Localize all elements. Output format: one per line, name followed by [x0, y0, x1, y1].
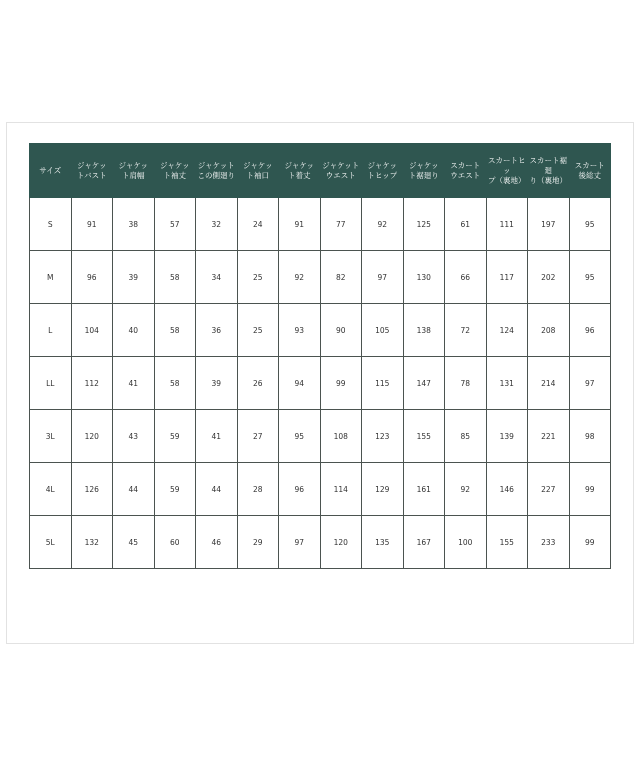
measurement-cell: 97 [279, 516, 321, 569]
column-header: サイズ [30, 144, 72, 198]
measurement-cell: 97 [362, 251, 404, 304]
measurement-cell: 77 [320, 198, 362, 251]
measurement-cell: 227 [528, 463, 570, 516]
measurement-cell: 60 [154, 516, 196, 569]
measurement-cell: 115 [362, 357, 404, 410]
measurement-cell: 131 [486, 357, 528, 410]
size-label-cell: L [30, 304, 72, 357]
measurement-cell: 146 [486, 463, 528, 516]
measurement-cell: 120 [71, 410, 113, 463]
measurement-cell: 90 [320, 304, 362, 357]
measurement-cell: 132 [71, 516, 113, 569]
measurement-cell: 104 [71, 304, 113, 357]
column-header: ジャケッ ト肩幅 [113, 144, 155, 198]
table-row [30, 357, 611, 410]
measurement-cell: 93 [279, 304, 321, 357]
measurement-cell: 125 [403, 198, 445, 251]
measurement-cell: 45 [113, 516, 155, 569]
measurement-cell: 94 [279, 357, 321, 410]
measurement-cell: 108 [320, 410, 362, 463]
measurement-cell: 114 [320, 463, 362, 516]
measurement-cell: 92 [279, 251, 321, 304]
column-header: ジャケッ ト着丈 [279, 144, 321, 198]
size-chart-table [29, 143, 611, 569]
measurement-cell: 59 [154, 410, 196, 463]
measurement-cell: 29 [237, 516, 279, 569]
measurement-cell: 58 [154, 251, 196, 304]
column-header: ジャケッ ト袖口 [237, 144, 279, 198]
measurement-cell: 25 [237, 304, 279, 357]
measurement-cell: 25 [237, 251, 279, 304]
size-label-cell: 5L [30, 516, 72, 569]
table-row [30, 198, 611, 251]
table-row [30, 516, 611, 569]
measurement-cell: 39 [113, 251, 155, 304]
measurement-cell: 99 [569, 516, 611, 569]
measurement-cell: 111 [486, 198, 528, 251]
measurement-cell: 117 [486, 251, 528, 304]
measurement-cell: 91 [71, 198, 113, 251]
table-row [30, 410, 611, 463]
column-header: ジャケッ トバスト [71, 144, 113, 198]
size-label-cell: S [30, 198, 72, 251]
size-label-cell: M [30, 251, 72, 304]
measurement-cell: 135 [362, 516, 404, 569]
column-header: ジャケッ ト袖丈 [154, 144, 196, 198]
measurement-cell: 58 [154, 304, 196, 357]
measurement-cell: 36 [196, 304, 238, 357]
measurement-cell: 96 [71, 251, 113, 304]
column-header: スカート 後総丈 [569, 144, 611, 198]
measurement-cell: 92 [362, 198, 404, 251]
measurement-cell: 167 [403, 516, 445, 569]
measurement-cell: 139 [486, 410, 528, 463]
column-header: ジャケット ウエスト [320, 144, 362, 198]
measurement-cell: 34 [196, 251, 238, 304]
measurement-cell: 95 [569, 198, 611, 251]
measurement-cell: 38 [113, 198, 155, 251]
size-chart-body [30, 198, 611, 569]
measurement-cell: 78 [445, 357, 487, 410]
size-chart-header [30, 144, 611, 198]
measurement-cell: 208 [528, 304, 570, 357]
measurement-cell: 155 [403, 410, 445, 463]
measurement-cell: 24 [237, 198, 279, 251]
measurement-cell: 43 [113, 410, 155, 463]
measurement-cell: 105 [362, 304, 404, 357]
measurement-cell: 214 [528, 357, 570, 410]
measurement-cell: 221 [528, 410, 570, 463]
measurement-cell: 95 [569, 251, 611, 304]
measurement-cell: 95 [279, 410, 321, 463]
column-header: ジャケッ トヒップ [362, 144, 404, 198]
measurement-cell: 100 [445, 516, 487, 569]
measurement-cell: 82 [320, 251, 362, 304]
measurement-cell: 120 [320, 516, 362, 569]
measurement-cell: 32 [196, 198, 238, 251]
measurement-cell: 96 [279, 463, 321, 516]
measurement-cell: 202 [528, 251, 570, 304]
header-row [30, 144, 611, 198]
measurement-cell: 99 [320, 357, 362, 410]
measurement-cell: 61 [445, 198, 487, 251]
measurement-cell: 57 [154, 198, 196, 251]
measurement-cell: 147 [403, 357, 445, 410]
measurement-cell: 44 [196, 463, 238, 516]
size-label-cell: 4L [30, 463, 72, 516]
table-row [30, 463, 611, 516]
measurement-cell: 98 [569, 410, 611, 463]
measurement-cell: 91 [279, 198, 321, 251]
measurement-cell: 129 [362, 463, 404, 516]
column-header: ジャケット この側廻り [196, 144, 238, 198]
measurement-cell: 85 [445, 410, 487, 463]
column-header: ジャケッ ト裾廻り [403, 144, 445, 198]
measurement-cell: 233 [528, 516, 570, 569]
measurement-cell: 27 [237, 410, 279, 463]
measurement-cell: 58 [154, 357, 196, 410]
table-row [30, 251, 611, 304]
measurement-cell: 28 [237, 463, 279, 516]
measurement-cell: 26 [237, 357, 279, 410]
measurement-cell: 66 [445, 251, 487, 304]
measurement-cell: 59 [154, 463, 196, 516]
measurement-cell: 124 [486, 304, 528, 357]
measurement-cell: 46 [196, 516, 238, 569]
column-header: スカート ウエスト [445, 144, 487, 198]
measurement-cell: 96 [569, 304, 611, 357]
measurement-cell: 41 [196, 410, 238, 463]
size-label-cell: 3L [30, 410, 72, 463]
measurement-cell: 39 [196, 357, 238, 410]
column-header: スカートヒッ プ（裏地） [486, 144, 528, 198]
measurement-cell: 155 [486, 516, 528, 569]
size-label-cell: LL [30, 357, 72, 410]
measurement-cell: 92 [445, 463, 487, 516]
measurement-cell: 40 [113, 304, 155, 357]
measurement-cell: 72 [445, 304, 487, 357]
measurement-cell: 161 [403, 463, 445, 516]
measurement-cell: 41 [113, 357, 155, 410]
measurement-cell: 138 [403, 304, 445, 357]
measurement-cell: 130 [403, 251, 445, 304]
measurement-cell: 44 [113, 463, 155, 516]
column-header: スカート裾廻 り（裏地） [528, 144, 570, 198]
measurement-cell: 197 [528, 198, 570, 251]
measurement-cell: 97 [569, 357, 611, 410]
table-row [30, 304, 611, 357]
measurement-cell: 126 [71, 463, 113, 516]
measurement-cell: 99 [569, 463, 611, 516]
measurement-cell: 112 [71, 357, 113, 410]
measurement-cell: 123 [362, 410, 404, 463]
